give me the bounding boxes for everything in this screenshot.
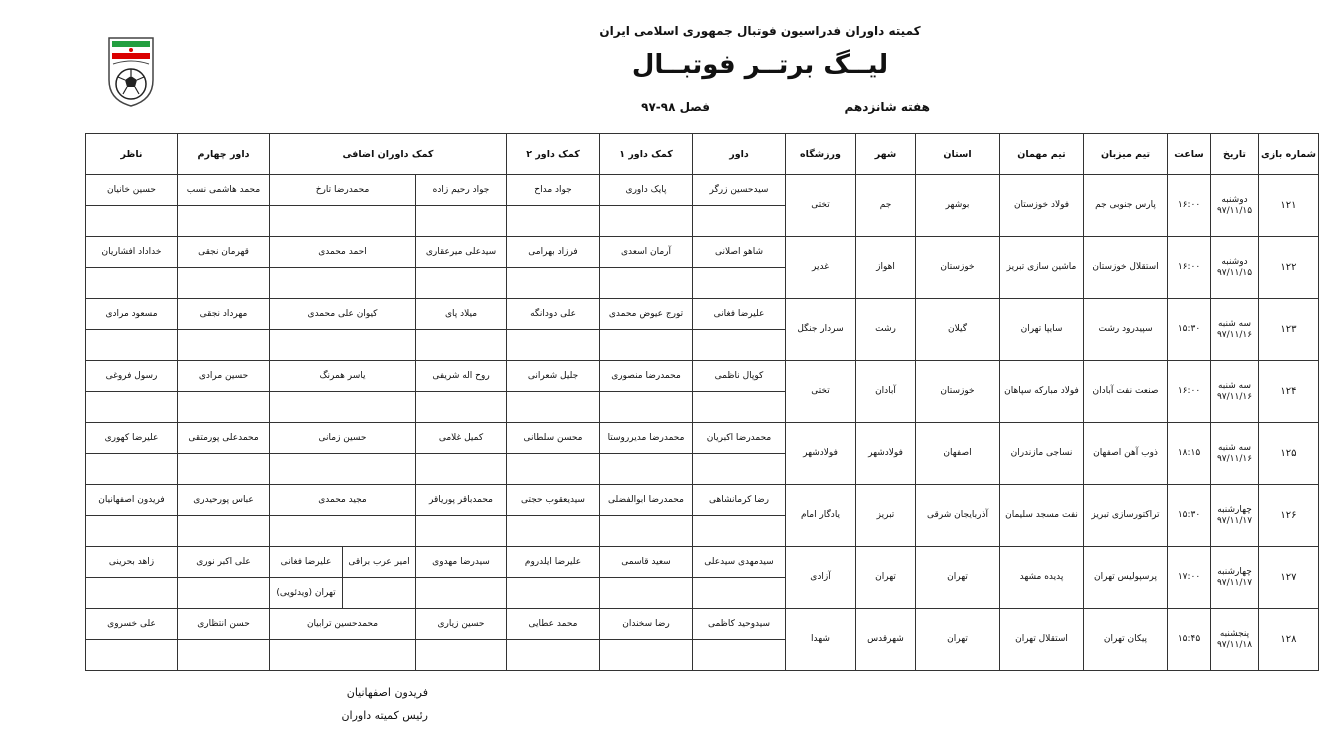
fourth-official: حسین مرادی [178, 361, 270, 392]
stadium: تختی [786, 175, 856, 237]
empty-cell [178, 454, 270, 485]
match-no: ۱۲۵ [1259, 423, 1319, 485]
city: فولادشهر [856, 423, 916, 485]
stadium: تختی [786, 361, 856, 423]
match-date-value: ۹۷/۱۱/۱۶ [1216, 391, 1253, 402]
home-team: پارس جنوبی جم [1084, 175, 1168, 237]
empty-cell [693, 206, 786, 237]
match-no: ۱۲۸ [1259, 609, 1319, 671]
empty-cell [86, 578, 178, 609]
stadium: فولادشهر [786, 423, 856, 485]
referee: سیدمهدی سیدعلی [693, 547, 786, 578]
header-observer: ناظر [86, 134, 178, 175]
match-time: ۱۵:۳۰ [1168, 299, 1211, 361]
var-note: تهران (ویدئویی) [270, 578, 343, 609]
additional-assistant-1: جواد رحیم زاده [416, 175, 507, 206]
stadium: غدیر [786, 237, 856, 299]
additional-assistant-1: سیدرضا مهدوی [416, 547, 507, 578]
signature-role: رئیس کمیته داوران [341, 709, 428, 722]
header-date: تاریخ [1211, 134, 1259, 175]
away-team: نفت مسجد سلیمان [1000, 485, 1084, 547]
observer: خداداد افشاریان [86, 237, 178, 268]
observer: علیرضا کهوری [86, 423, 178, 454]
home-team: صنعت نفت آبادان [1084, 361, 1168, 423]
header-assistant-2: کمک داور ۲ [507, 134, 600, 175]
match-day: چهارشنبه [1217, 566, 1252, 577]
match-date [1211, 423, 1259, 485]
match-date [1211, 299, 1259, 361]
assistant-1: رضا سخندان [600, 609, 693, 640]
away-team: پدیده مشهد [1000, 547, 1084, 609]
empty-cell [178, 392, 270, 423]
match-date-value: ۹۷/۱۱/۱۶ [1216, 453, 1253, 464]
empty-cell [693, 392, 786, 423]
match-time: ۱۷:۰۰ [1168, 547, 1211, 609]
fourth-official: مهرداد نجقی [178, 299, 270, 330]
empty-cell [178, 330, 270, 361]
empty-cell [416, 640, 507, 671]
empty-cell [693, 516, 786, 547]
empty-cell [178, 268, 270, 299]
city: جم [856, 175, 916, 237]
stadium: شهدا [786, 609, 856, 671]
match-day: دوشنبه [1221, 256, 1248, 267]
province: گیلان [916, 299, 1000, 361]
home-team: تراکتورسازی تبریز [1084, 485, 1168, 547]
empty-cell [86, 268, 178, 299]
additional-assistant-2: یاسر همرنگ [270, 361, 416, 392]
additional-assistant-2: احمد محمدی [270, 237, 416, 268]
table-row [86, 361, 1319, 392]
stadium: یادگار امام [786, 485, 856, 547]
empty-cell [416, 268, 507, 299]
empty-cell [507, 640, 600, 671]
province: آذربایجان شرقی [916, 485, 1000, 547]
match-date [1211, 237, 1259, 299]
empty-cell [270, 516, 416, 547]
away-team: سایپا تهران [1000, 299, 1084, 361]
additional-assistant-2: مجید محمدی [270, 485, 416, 516]
header-fourth-official: داور چهارم [178, 134, 270, 175]
assistant-2: فرزاد بهرامی [507, 237, 600, 268]
city: اهواز [856, 237, 916, 299]
empty-cell [270, 392, 416, 423]
assistant-1: محمدرضا منصوری [600, 361, 693, 392]
header-stadium: ورزشگاه [786, 134, 856, 175]
empty-cell [507, 578, 600, 609]
empty-cell [693, 330, 786, 361]
empty-cell [86, 206, 178, 237]
empty-cell [178, 640, 270, 671]
fourth-official: علی اکبر نوری [178, 547, 270, 578]
assistant-2: سیدیعقوب حجتی [507, 485, 600, 516]
match-day: سه شنبه [1217, 442, 1252, 453]
empty-cell [178, 578, 270, 609]
header-referee: داور [693, 134, 786, 175]
table-row [86, 485, 1319, 516]
empty-cell [86, 516, 178, 547]
additional-assistant-2: محمدرضا تارخ [270, 175, 416, 206]
additional-assistant-1: میلاد پای [416, 299, 507, 330]
table-row [86, 237, 1319, 268]
fourth-official: محمد هاشمی نسب [178, 175, 270, 206]
match-date-value: ۹۷/۱۱/۱۷ [1216, 577, 1253, 588]
additional-assistant-2: محمدحسین ترابیان [270, 609, 416, 640]
empty-cell [416, 454, 507, 485]
city: رشت [856, 299, 916, 361]
observer: علی خسروی [86, 609, 178, 640]
signature-name: فریدون اصفهانیان [346, 686, 428, 699]
empty-cell [416, 206, 507, 237]
observer: رسول فروغی [86, 361, 178, 392]
match-date-value: ۹۷/۱۱/۱۵ [1216, 267, 1253, 278]
additional-assistant-2: حسین زمانی [270, 423, 416, 454]
empty-cell [600, 640, 693, 671]
league-title: لیــگ برتــر فوتبــال [631, 50, 889, 80]
table-body [86, 175, 1319, 671]
match-day: سه شنبه [1217, 318, 1252, 329]
empty-cell [600, 516, 693, 547]
province: تهران [916, 547, 1000, 609]
additional-assistant-1: حسین زیاری [416, 609, 507, 640]
observer: مسعود مرادی [86, 299, 178, 330]
referee: سیدوحید کاظمی [693, 609, 786, 640]
province: خوزستان [916, 361, 1000, 423]
organization-title: کمیته داوران فدراسیون فوتبال جمهوری اسلامی ایران [599, 24, 921, 38]
empty-cell [507, 206, 600, 237]
city: تهران [856, 547, 916, 609]
header-match-no: شماره بازی [1259, 134, 1319, 175]
observer: فریدون اصفهانیان [86, 485, 178, 516]
match-day: دوشنبه [1221, 194, 1248, 205]
empty-cell [693, 454, 786, 485]
empty-cell [270, 454, 416, 485]
empty-cell [600, 268, 693, 299]
additional-assistant-1: روح اله شریفی [416, 361, 507, 392]
match-no: ۱۲۷ [1259, 547, 1319, 609]
empty-cell [507, 516, 600, 547]
additional-assistant-3: علیرضا فغانی [270, 547, 343, 578]
assistant-2: علیرضا ایلدروم [507, 547, 600, 578]
city: شهرقدس [856, 609, 916, 671]
header-city: شهر [856, 134, 916, 175]
empty-cell [600, 578, 693, 609]
table-header-row [86, 134, 1319, 175]
empty-cell [507, 268, 600, 299]
header-additional-assistants: کمک داوران اضافی [270, 134, 507, 175]
header-assistant-1: کمک داور ۱ [600, 134, 693, 175]
empty-cell [693, 578, 786, 609]
empty-cell [270, 268, 416, 299]
match-date-value: ۹۷/۱۱/۱۷ [1216, 515, 1253, 526]
empty-cell [86, 640, 178, 671]
away-team: فولاد خوزستان [1000, 175, 1084, 237]
observer: زاهد بحرینی [86, 547, 178, 578]
empty-cell [416, 330, 507, 361]
match-time: ۱۶:۰۰ [1168, 175, 1211, 237]
stadium: آزادی [786, 547, 856, 609]
empty-cell [270, 206, 416, 237]
match-time: ۱۶:۰۰ [1168, 361, 1211, 423]
empty-cell [178, 516, 270, 547]
match-date [1211, 547, 1259, 609]
stadium: سردار جنگل [786, 299, 856, 361]
away-team: نساجی مازندران [1000, 423, 1084, 485]
empty-cell [343, 578, 416, 609]
match-date-value: ۹۷/۱۱/۱۶ [1216, 329, 1253, 340]
table-row [86, 423, 1319, 454]
empty-cell [600, 454, 693, 485]
federation-logo-icon [106, 36, 156, 108]
observer: حسین خانیان [86, 175, 178, 206]
match-day: سه شنبه [1217, 380, 1252, 391]
match-no: ۱۲۳ [1259, 299, 1319, 361]
city: آبادان [856, 361, 916, 423]
empty-cell [86, 330, 178, 361]
additional-assistant-1: سیدعلی میرعقاری [416, 237, 507, 268]
match-date [1211, 361, 1259, 423]
province: بوشهر [916, 175, 1000, 237]
header-home-team: تیم میزبان [1084, 134, 1168, 175]
match-date-value: ۹۷/۱۱/۱۵ [1216, 205, 1253, 216]
assistant-2: جواد مداح [507, 175, 600, 206]
referee: رضا کرمانشاهی [693, 485, 786, 516]
match-time: ۱۸:۱۵ [1168, 423, 1211, 485]
table-row [86, 175, 1319, 206]
match-date [1211, 485, 1259, 547]
week-label: هفته شانزدهم [844, 100, 930, 114]
fourth-official: محمدعلی پورمتقی [178, 423, 270, 454]
empty-cell [693, 640, 786, 671]
match-no: ۱۲۶ [1259, 485, 1319, 547]
referee: سیدحسین زرگر [693, 175, 786, 206]
assistant-1: تورج عیوض محمدی [600, 299, 693, 330]
province: خوزستان [916, 237, 1000, 299]
home-team: پیکان تهران [1084, 609, 1168, 671]
additional-assistant-1: کمیل غلامی [416, 423, 507, 454]
assistant-1: پایک داوری [600, 175, 693, 206]
additional-assistant-2: کیوان علی محمدی [270, 299, 416, 330]
referee-assignments-table [85, 133, 1319, 671]
additional-assistant-1: محمدباقر پوریاقر [416, 485, 507, 516]
assistant-2: جلیل شعرانی [507, 361, 600, 392]
match-no: ۱۲۴ [1259, 361, 1319, 423]
empty-cell [507, 392, 600, 423]
away-team: استقلال تهران [1000, 609, 1084, 671]
province: تهران [916, 609, 1000, 671]
empty-cell [178, 206, 270, 237]
assistant-1: آرمان اسعدی [600, 237, 693, 268]
empty-cell [270, 640, 416, 671]
city: تبریز [856, 485, 916, 547]
referee: کوپال ناظمی [693, 361, 786, 392]
match-date [1211, 609, 1259, 671]
home-team: ذوب آهن اصفهان [1084, 423, 1168, 485]
season-label: فصل ۹۸-۹۷ [641, 100, 710, 114]
empty-cell [600, 392, 693, 423]
assistant-2: محسن سلطانی [507, 423, 600, 454]
empty-cell [693, 268, 786, 299]
empty-cell [86, 392, 178, 423]
assistant-1: سعید قاسمی [600, 547, 693, 578]
match-day: چهارشنبه [1217, 504, 1252, 515]
empty-cell [416, 578, 507, 609]
match-time: ۱۶:۰۰ [1168, 237, 1211, 299]
province: اصفهان [916, 423, 1000, 485]
match-day: پنجشنبه [1219, 628, 1250, 639]
empty-cell [600, 206, 693, 237]
empty-cell [86, 454, 178, 485]
referee: محمدرضا اکبریان [693, 423, 786, 454]
assistant-1: محمدرضا مدیرروستا [600, 423, 693, 454]
empty-cell [270, 330, 416, 361]
home-team: سپیدرود رشت [1084, 299, 1168, 361]
empty-cell [507, 454, 600, 485]
fourth-official: حسن انتظاری [178, 609, 270, 640]
header-away-team: تیم مهمان [1000, 134, 1084, 175]
away-team: فولاد مبارکه سپاهان [1000, 361, 1084, 423]
fourth-official: عباس پورحیدری [178, 485, 270, 516]
match-no: ۱۲۱ [1259, 175, 1319, 237]
referee: علیرضا فغانی [693, 299, 786, 330]
empty-cell [416, 516, 507, 547]
match-time: ۱۵:۴۵ [1168, 609, 1211, 671]
match-date-value: ۹۷/۱۱/۱۸ [1216, 639, 1253, 650]
fourth-official: قهرمان نجقی [178, 237, 270, 268]
table-row [86, 547, 1319, 578]
empty-cell [507, 330, 600, 361]
table-row [86, 299, 1319, 330]
match-no: ۱۲۲ [1259, 237, 1319, 299]
referee: شاهو اصلانی [693, 237, 786, 268]
home-team: استقلال خوزستان [1084, 237, 1168, 299]
match-time: ۱۵:۳۰ [1168, 485, 1211, 547]
assistant-2: علی دودانگه [507, 299, 600, 330]
empty-cell [416, 392, 507, 423]
header-province: استان [916, 134, 1000, 175]
header-time: ساعت [1168, 134, 1211, 175]
home-team: پرسپولیس تهران [1084, 547, 1168, 609]
table-row [86, 609, 1319, 640]
away-team: ماشین سازی تبریز [1000, 237, 1084, 299]
assistant-2: محمد عطایی [507, 609, 600, 640]
assistant-1: محمدرضا ابوالفضلی [600, 485, 693, 516]
additional-assistant-2: امیر عرب براقی [343, 547, 416, 578]
match-date [1211, 175, 1259, 237]
empty-cell [600, 330, 693, 361]
